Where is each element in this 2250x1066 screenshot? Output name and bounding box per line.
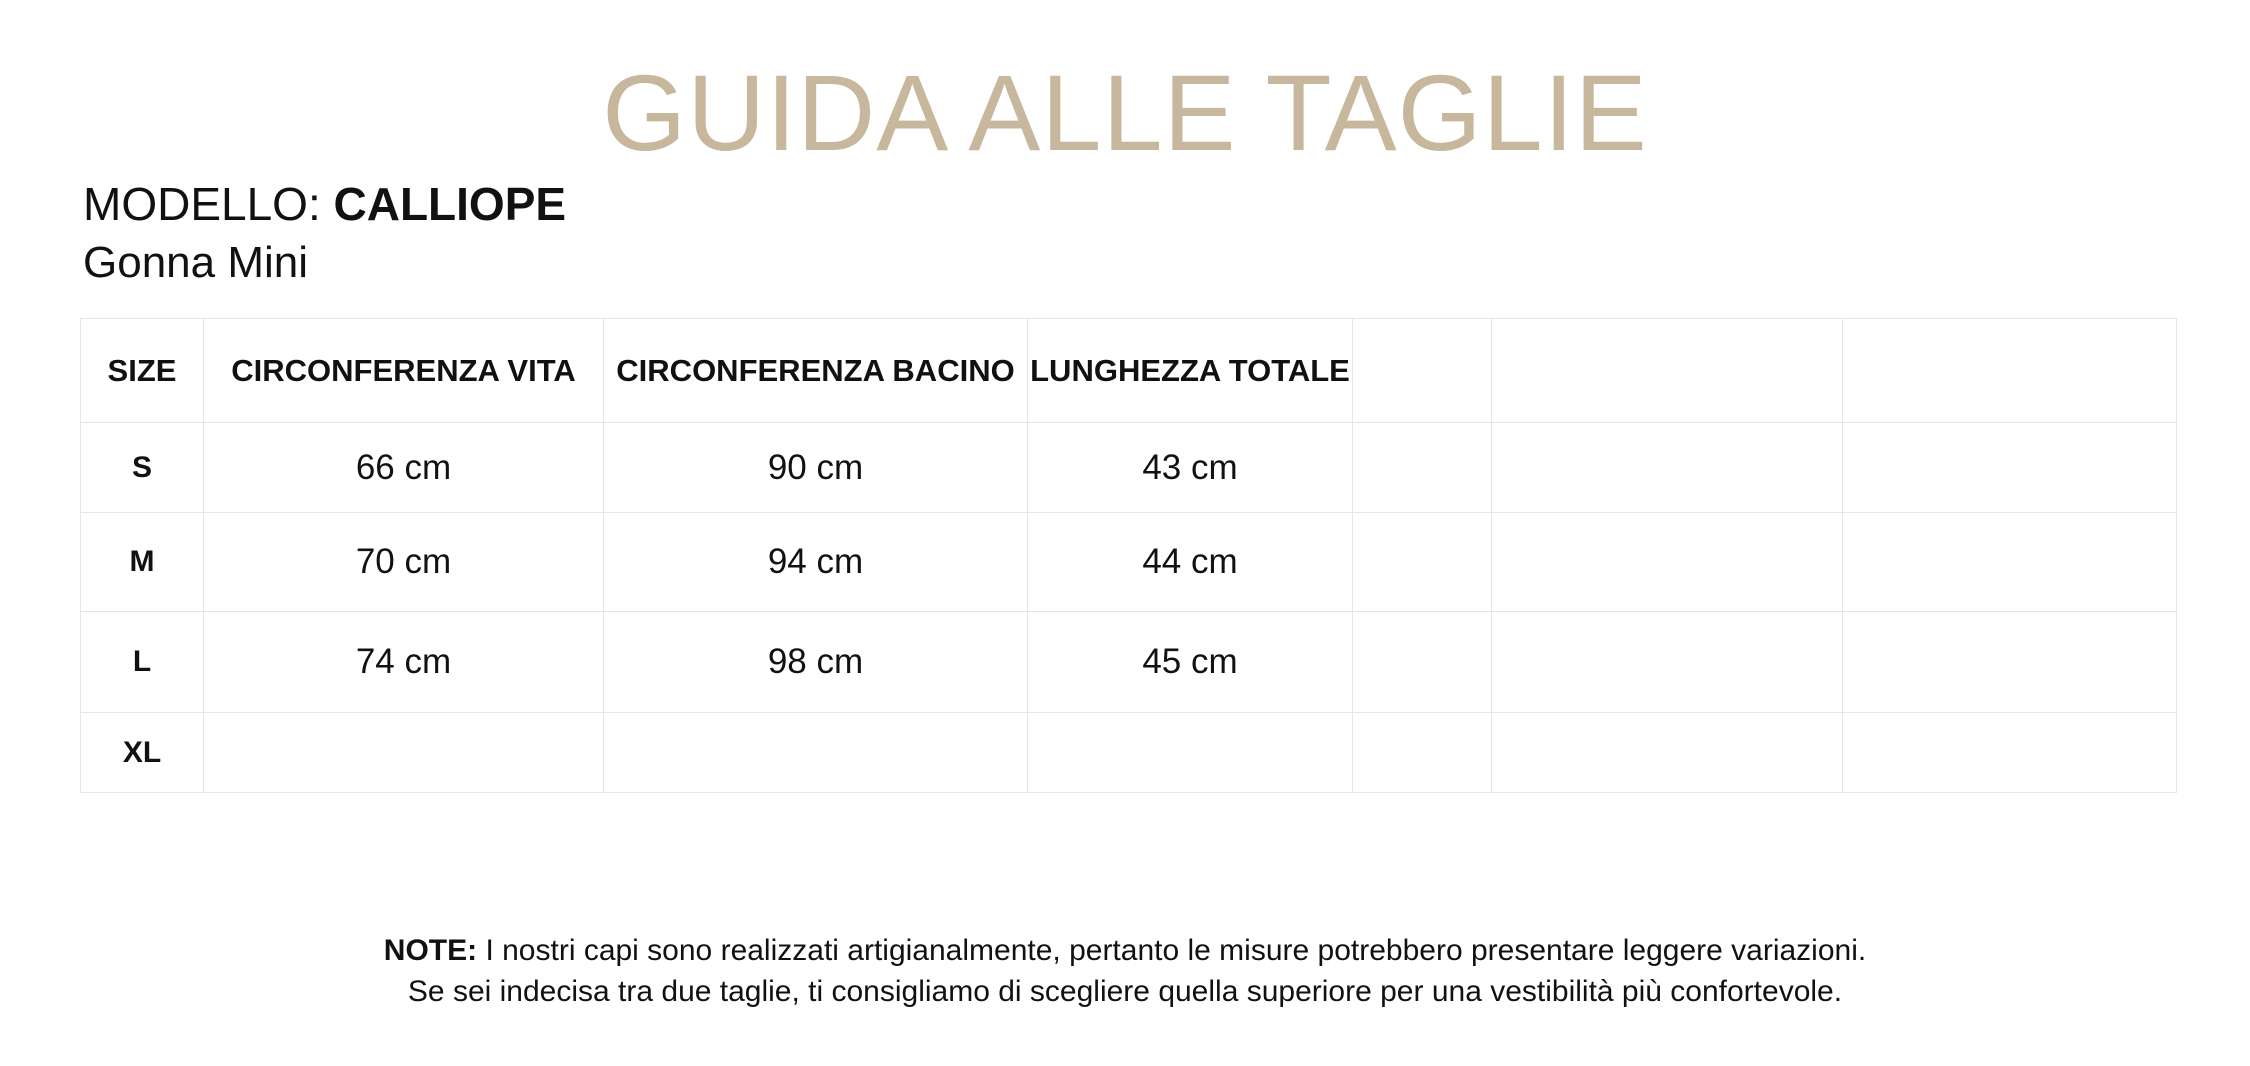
table-row [81, 423, 2177, 513]
empty-cell [1353, 513, 1492, 612]
empty-cell [1843, 423, 2177, 513]
hip-cell: 90 cm [604, 423, 1028, 513]
note-text-1: I nostri capi sono realizzati artigianalmente, pertanto le misure potrebbero presentare leggere variazioni. [485, 934, 1867, 967]
header-waist: CIRCONFERENZA VITA [204, 319, 604, 423]
hip-cell [604, 713, 1028, 793]
length-cell: 43 cm [1028, 423, 1353, 513]
empty-cell [1492, 423, 1843, 513]
header-empty [1492, 319, 1843, 423]
table-header-row [81, 319, 2177, 423]
header-empty [1353, 319, 1492, 423]
size-cell: M [81, 513, 204, 612]
note-block [0, 930, 2250, 1012]
length-cell: 45 cm [1028, 612, 1353, 713]
table-row [81, 612, 2177, 713]
header-hip: CIRCONFERENZA BACINO [604, 319, 1028, 423]
empty-cell [1843, 513, 2177, 612]
hip-cell: 94 cm [604, 513, 1028, 612]
table-row [81, 713, 2177, 793]
hip-cell: 98 cm [604, 612, 1028, 713]
size-table [80, 318, 2177, 793]
model-name: CALLIOPE [333, 178, 567, 230]
note-line-2: Se sei indecisa tra due taglie, ti consigliamo di scegliere quella superiore per una vestibilità più confortevole. [407, 975, 1843, 1008]
table-row [81, 513, 2177, 612]
length-cell [1028, 713, 1353, 793]
waist-cell: 74 cm [204, 612, 604, 713]
empty-cell [1843, 713, 2177, 793]
header-empty [1843, 319, 2177, 423]
note-label: NOTE: [383, 934, 478, 967]
note-line-1 [0, 930, 2250, 971]
model-line [83, 176, 566, 232]
empty-cell [1492, 513, 1843, 612]
waist-cell: 70 cm [204, 513, 604, 612]
empty-cell [1492, 612, 1843, 713]
size-cell: S [81, 423, 204, 513]
size-cell: XL [81, 713, 204, 793]
model-label: MODELLO: [83, 178, 321, 230]
empty-cell [1843, 612, 2177, 713]
waist-cell: 66 cm [204, 423, 604, 513]
waist-cell [204, 713, 604, 793]
header-size: SIZE [81, 319, 204, 423]
length-cell: 44 cm [1028, 513, 1353, 612]
product-category: Gonna Mini [83, 238, 309, 287]
empty-cell [1353, 713, 1492, 793]
empty-cell [1353, 423, 1492, 513]
page-title: GUIDA ALLE TAGLIE [602, 52, 1648, 173]
empty-cell [1492, 713, 1843, 793]
header-length: LUNGHEZZA TOTALE [1028, 319, 1353, 423]
empty-cell [1353, 612, 1492, 713]
size-cell: L [81, 612, 204, 713]
